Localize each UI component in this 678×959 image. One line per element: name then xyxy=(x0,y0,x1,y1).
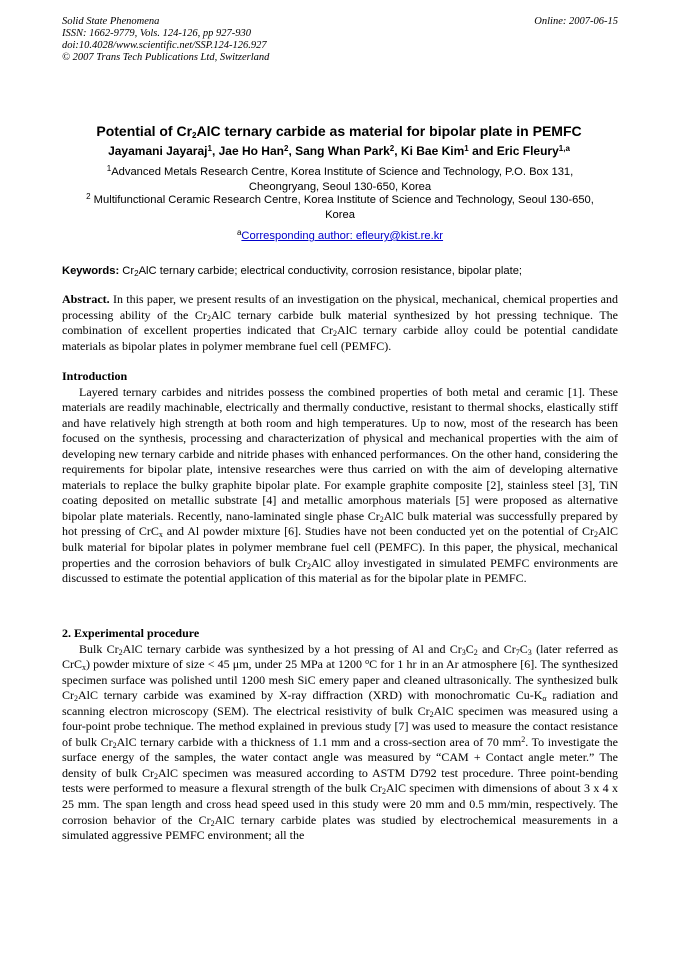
experimental-paragraph: Bulk $Cr_2AlC$ ternary carbide was synthesized by a hot pressing of Al and $Cr_3C_2$ and $Cr_7C_3$ (later referred as CrC$_x$) powder mixture of size < 45 μm, under 25 MPa at 1200 $^o$C for 1 hr in an Ar atmosphere [6]. The synthesized specimen surface was polished until 1200 mesh SiC emery paper and cleaned ultrasonically. The synthesized bulk $Cr_2AlC$ ternary carbide was examined by X-ray diffraction (XRD) with monochromatic $Cu-K_\alpha$ radiation and scanning electron microscopy (SEM). The electrical resistivity of bulk $Cr_2AlC$ specimen was measured using a four-point probe technique. The method explained in previous study [7] was used to measure the contact resistance of bulk $Cr_2AlC$ ternary carbide with a thickness of 1.1 mm and a cross-section area of 70 $mm^2$. To investigate the surface energy of the samples, the water contact angle was measured by “CAM + Contact angle meter.” The density of bulk $Cr_2AlC$ specimen was measured according to ASTM D792 test procedure. Three point-bending tests were performed to measure a flexural strength of the bulk $Cr_2AlC$ specimen with dimensions of about 3 x 4 x 25 mm. The span length and cross head speed used in this study were 20 mm and 0.5 mm/min, respectively. The corrosion behavior of the $Cr_2AlC$ ternary carbide plates was studied by electrochemical measurements in a simulated aggressive PEMFC environment; all the xyxy=(62,641,619,843)
abstract: Abstract. In this paper, we present results of an investigation on the physical, mechanical, chemical properties and processing ability of the $Cr_2AlC$ ternary carbide bulk material synthesized by hot pressing technique. The combination of excellent properties indicated that $Cr_2AlC$ ternary carbide alloy could be potential candidate materials as bipolar plates in polymer membrane fuel cell (PEMFC). xyxy=(62,292,619,353)
corresponding-author: $^a$Corresponding author: efleury@kist.re.kr xyxy=(236,228,444,242)
author-list xyxy=(40,143,638,159)
issn-line: ISSN: 1662-9779, Vols. 124-126, pp 927-930 xyxy=(62,28,251,39)
abstract-label: Abstract. xyxy=(62,292,110,306)
paper-title: Potential of $Cr_2AlC$ ternary carbide as material for bipolar plate in PEMFC xyxy=(96,123,582,140)
keywords: Keywords: $Cr_2AlC$ ternary carbide; electrical conductivity, corrosion resistance, bipolar plate; xyxy=(62,265,523,278)
doi-line: doi:10.4028/www.scientific.net/SSP.124-126.927 xyxy=(62,40,267,51)
author: Sang Whan Park$^2$, xyxy=(295,144,401,158)
affiliation-1: $^1$Advanced Metals Research Centre, Korea Institute of Science and Technology, P.O. Box 131, Cheongryang, Seoul 130-650, Korea xyxy=(106,164,574,193)
author: Jae Ho Han$^2$, xyxy=(218,144,296,158)
introduction-section xyxy=(62,369,618,587)
introduction-paragraph: Layered ternary carbides and nitrides possess the combined properties of both metal and ceramic [1]. These materials are readily machinable, electrically and thermally conductive, resistant to thermal shocks, elastically stiff and have relatively high strength at both room and high temperatures. Up to now, most of the research has been focused on the synthesis, processing and characterization of physical and mechanical properties with the aim of developing new ternary carbide and nitride phases with enhanced performances. On the other hand, considering the requirements for bipolar plate, intensive researches were thus carried on with the aim of developing alternative materials to replace the bulky graphite bipolar plate. For example graphite composite [2], stainless steel [3], TiN coating deposited on metallic substrate [4] and metallic amorphous materials [5] were proposed as alternative bipolar plate materials. Recently, nano-laminated single phase $Cr_2AlC$ bulk material was successfully prepared by hot pressing of CrC$_x$ and Al powder mixture [6]. Studies have not been conducted yet on the potential of $Cr_2AlC$ bulk material for bipolar plates in polymer membrane fuel cell (PEMFC). In this paper, the physical, mechanical properties and the corrosion behaviors of bulk $Cr_2AlC$ alloy investigated in simulated PEMFC environments are discussed to estimate the potential application of this material as for the bipolar plate in PEMFC. xyxy=(62,384,618,586)
online-date: Online: 2007-06-15 xyxy=(534,16,618,27)
author: Jayamani Jayaraj$^1$, xyxy=(108,144,219,158)
experimental-section xyxy=(62,626,618,844)
author: Eric Fleury$^{1,a}$ xyxy=(496,144,570,158)
journal-header xyxy=(62,16,618,64)
author: Ki Bae Kim$^1$ and xyxy=(400,144,497,158)
copyright-line: © 2007 Trans Tech Publications Ltd, Switzerland xyxy=(62,52,270,63)
introduction-heading: Introduction xyxy=(62,369,128,383)
corresponding-author-email-link[interactable]: Corresponding author: efleury@kist.re.kr xyxy=(241,230,444,242)
experimental-heading: 2. Experimental procedure xyxy=(62,626,200,640)
journal-name: Solid State Phenomena xyxy=(62,16,160,27)
affiliation-2: $^2$ Multifunctional Ceramic Research Centre, Korea Institute of Science and Technology, Seoul 130-650, Korea xyxy=(86,192,594,221)
